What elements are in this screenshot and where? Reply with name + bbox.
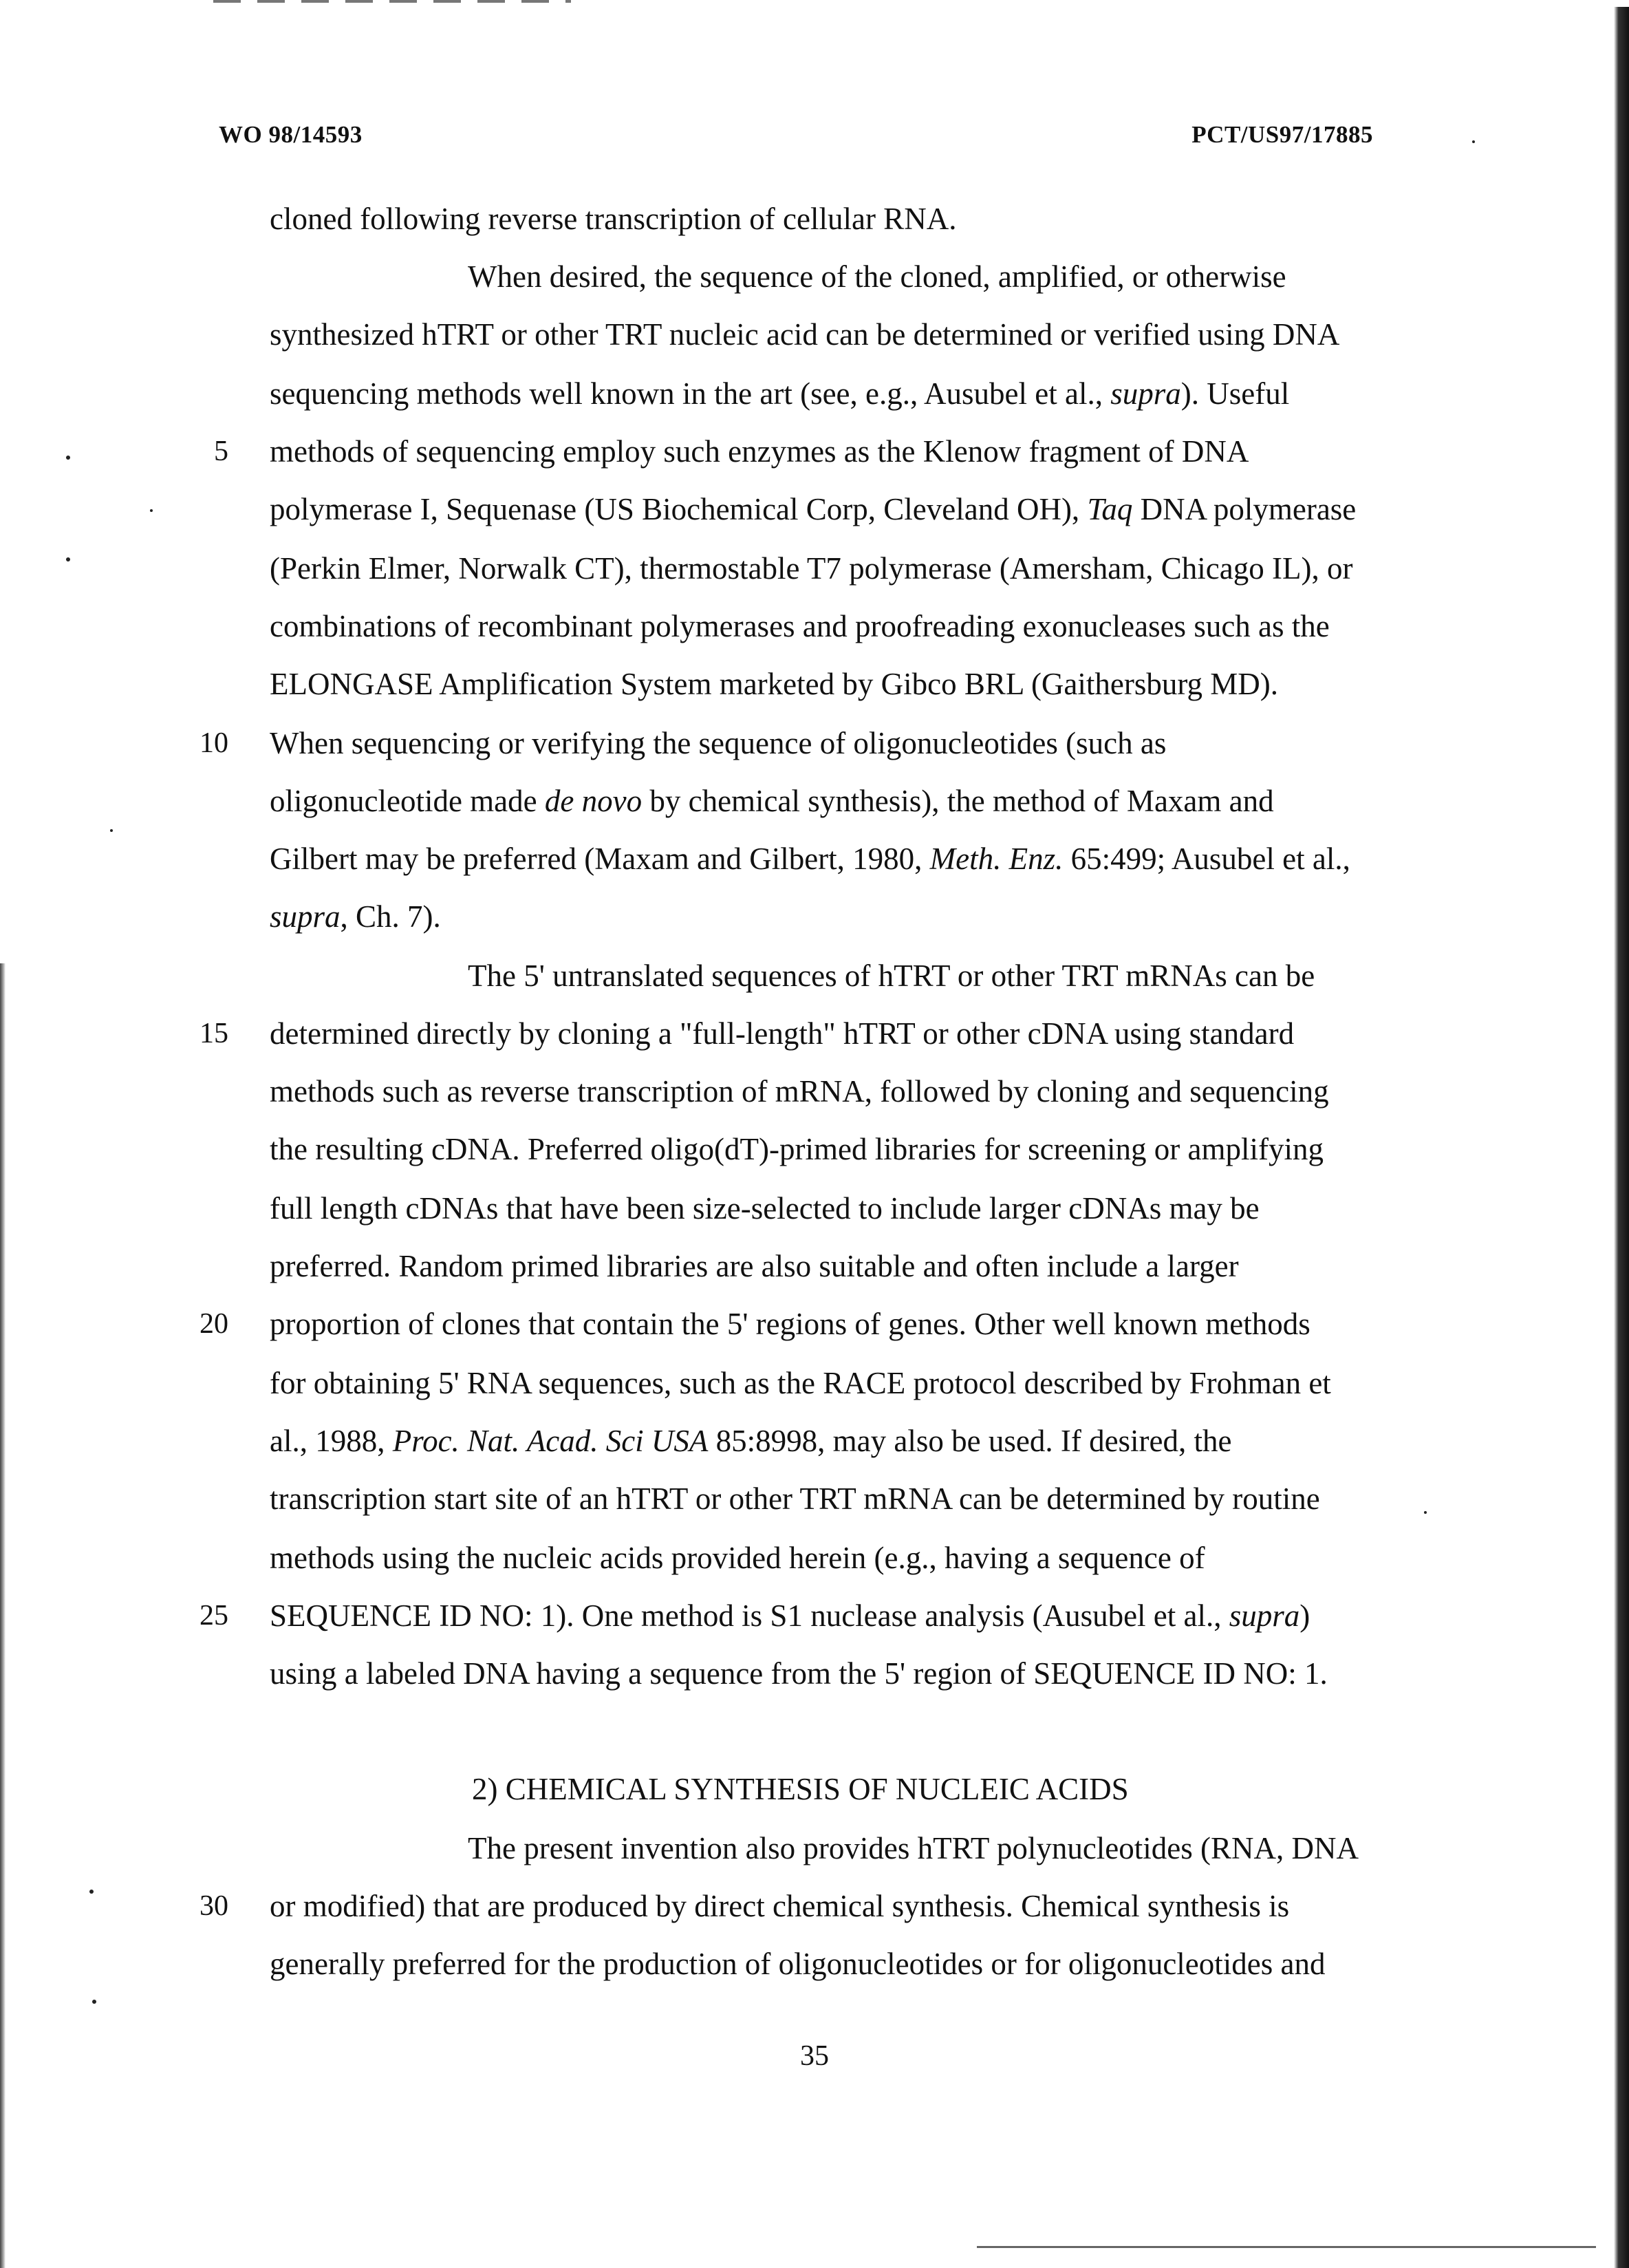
text-run: Gilbert may be preferred (Maxam and Gilbert, 1980, bbox=[270, 842, 930, 876]
text-line: the resulting cDNA. Preferred oligo(dT)-primed libraries for screening or amplifying bbox=[270, 1132, 1324, 1166]
text-line: preferred. Random primed libraries are also suitable and often include a larger bbox=[270, 1249, 1239, 1283]
text-line: ELONGASE Amplification System marketed by Gibco BRL (Gaithersburg MD). bbox=[270, 667, 1279, 701]
scan-speck bbox=[66, 456, 70, 460]
text-line: for obtaining 5' RNA sequences, such as the RACE protocol described by Frohman et bbox=[270, 1366, 1331, 1400]
application-number: PCT/US97/17885 bbox=[1191, 121, 1373, 148]
text-run: 65:499; Ausubel et al., bbox=[1063, 842, 1350, 876]
text-line: (Perkin Elmer, Norwalk CT), thermostable T7 polymerase (Amersham, Chicago IL), or bbox=[270, 551, 1353, 586]
text-line: When desired, the sequence of the cloned, amplified, or otherwise bbox=[468, 259, 1286, 294]
text-run: SEQUENCE ID NO: 1). One method is S1 nuclease analysis (Ausubel et al., bbox=[270, 1598, 1229, 1633]
text-line: The 5' untranslated sequences of hTRT or other TRT mRNAs can be bbox=[468, 959, 1315, 993]
text-run: sequencing methods well known in the art (see, e.g., Ausubel et al., bbox=[270, 376, 1111, 411]
latin-term-italic: de novo bbox=[544, 784, 643, 818]
text-line bbox=[270, 491, 1356, 527]
line-number: 15 bbox=[199, 1018, 228, 1049]
scan-speck bbox=[66, 557, 70, 561]
text-line: methods using the nucleic acids provided herein (e.g., having a sequence of bbox=[270, 1541, 1205, 1575]
text-line bbox=[270, 783, 1274, 819]
journal-italic: Proc. Nat. Acad. Sci USA bbox=[392, 1424, 709, 1458]
text-run: al., 1988, bbox=[270, 1424, 393, 1458]
text-line bbox=[270, 841, 1350, 877]
scan-right-edge bbox=[1614, 7, 1629, 2268]
text-line: methods of sequencing employ such enzymes as the Klenow fragment of DNA bbox=[270, 434, 1249, 469]
text-run: 85:8998, may also be used. If desired, the bbox=[708, 1424, 1232, 1458]
scan-top-mark bbox=[213, 0, 571, 3]
text-line bbox=[270, 1423, 1232, 1459]
journal-italic: Meth. Enz. bbox=[929, 842, 1064, 876]
scan-bottom-rule bbox=[977, 2246, 1596, 2248]
text-run: polymerase I, Sequenase (US Biochemical Corp, Cleveland OH), bbox=[270, 492, 1088, 526]
text-run: DNA polymerase bbox=[1132, 492, 1357, 526]
text-line: combinations of recombinant polymerases and proofreading exonucleases such as the bbox=[270, 609, 1330, 643]
text-line: methods such as reverse transcription of mRNA, followed by cloning and sequencing bbox=[270, 1074, 1329, 1109]
text-line bbox=[270, 1598, 1310, 1634]
text-line: The present invention also provides hTRT polynucleotides (RNA, DNA bbox=[468, 1831, 1359, 1865]
text-line: full length cDNAs that have been size-selected to include larger cDNAs may be bbox=[270, 1191, 1260, 1226]
line-number: 30 bbox=[199, 1890, 228, 1922]
text-run: ). Useful bbox=[1180, 376, 1290, 411]
page-number: 35 bbox=[800, 2040, 829, 2072]
text-line bbox=[270, 899, 441, 934]
line-number: 25 bbox=[199, 1600, 228, 1632]
text-line: generally preferred for the production of oligonucleotides or for oligonucleotides and bbox=[270, 1947, 1326, 1981]
scan-speck bbox=[92, 2000, 96, 2004]
citation-italic: supra bbox=[270, 899, 341, 934]
text-line: When sequencing or verifying the sequence of oligonucleotides (such as bbox=[270, 726, 1167, 760]
scan-speck bbox=[89, 1890, 94, 1894]
citation-italic: supra bbox=[1229, 1598, 1300, 1633]
text-run: , Ch. 7). bbox=[340, 899, 441, 934]
line-number: 10 bbox=[199, 727, 228, 759]
line-number: 20 bbox=[199, 1308, 228, 1340]
citation-italic: supra bbox=[1110, 376, 1181, 411]
text-line: or modified) that are produced by direct chemical synthesis. Chemical synthesis is bbox=[270, 1889, 1290, 1923]
text-line: proportion of clones that contain the 5' regions of genes. Other well known methods bbox=[270, 1307, 1310, 1341]
scan-speck bbox=[150, 509, 153, 512]
line-number: 5 bbox=[214, 436, 228, 467]
text-run: by chemical synthesis), the method of Maxam and bbox=[642, 784, 1274, 818]
scan-speck bbox=[110, 829, 113, 832]
scan-speck bbox=[1424, 1511, 1427, 1514]
text-line: synthesized hTRT or other TRT nucleic acid can be determined or verified using DNA bbox=[270, 317, 1340, 352]
text-run: oligonucleotide made bbox=[270, 784, 545, 818]
publication-number: WO 98/14593 bbox=[219, 121, 363, 148]
enzyme-italic: Taq bbox=[1087, 492, 1133, 526]
text-run: ) bbox=[1299, 1598, 1310, 1633]
text-line bbox=[270, 376, 1289, 411]
text-line: using a labeled DNA having a sequence from the 5' region of SEQUENCE ID NO: 1. bbox=[270, 1656, 1328, 1691]
text-line: cloned following reverse transcription of cellular RNA. bbox=[270, 202, 957, 236]
text-line: determined directly by cloning a "full-length" hTRT or other cDNA using standard bbox=[270, 1016, 1295, 1051]
text-line: transcription start site of an hTRT or other TRT mRNA can be determined by routine bbox=[270, 1481, 1320, 1516]
section-heading: 2) CHEMICAL SYNTHESIS OF NUCLEIC ACIDS bbox=[472, 1772, 1129, 1806]
scan-speck bbox=[1472, 140, 1475, 143]
